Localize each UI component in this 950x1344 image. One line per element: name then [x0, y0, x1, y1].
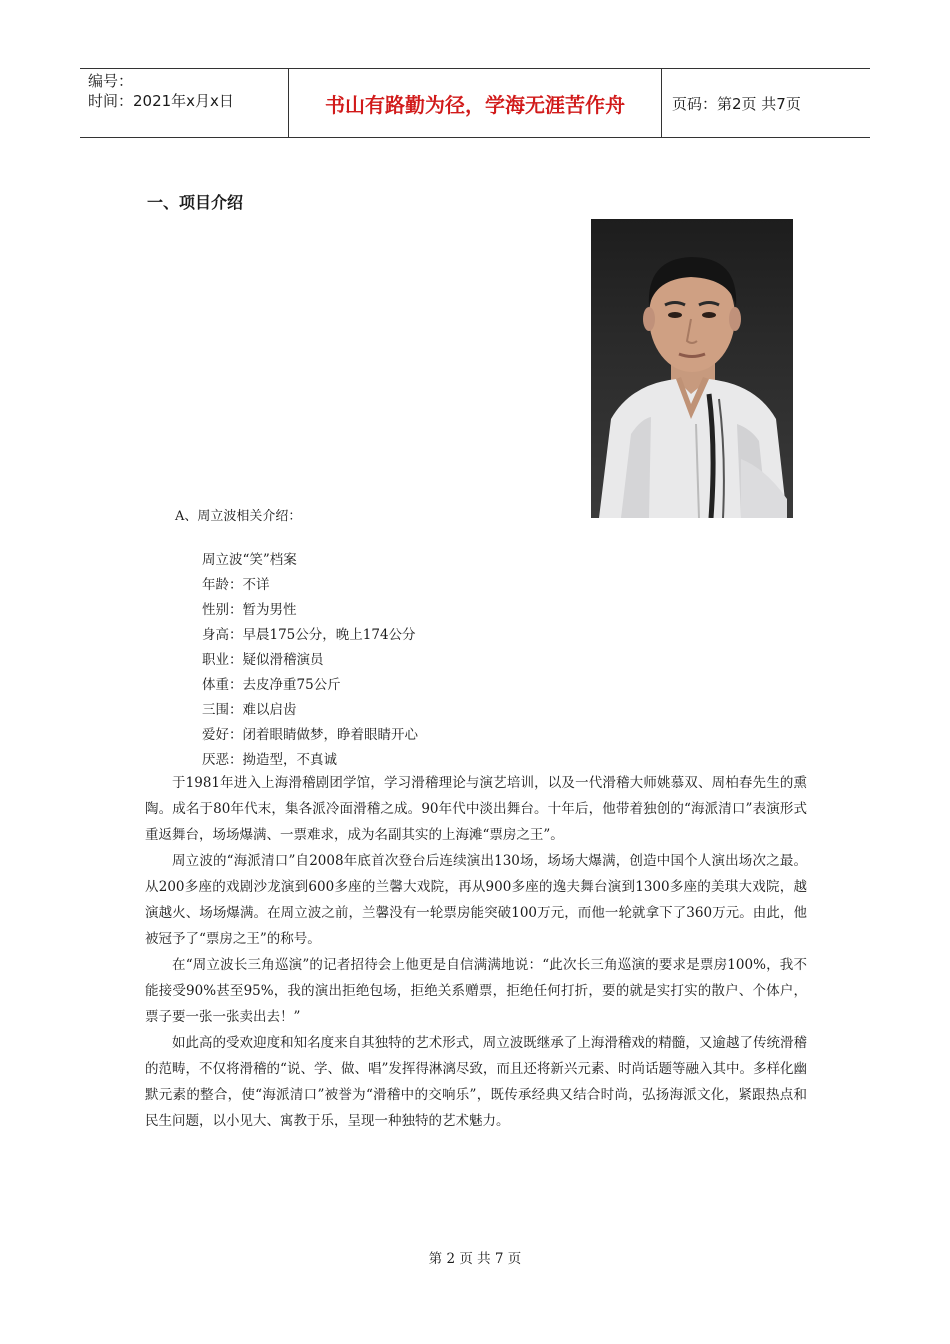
page-footer: 第 2 页 共 7 页	[428, 1251, 522, 1267]
header-number-label: 编号：	[88, 72, 134, 90]
section-title: 一、项目介绍	[147, 193, 244, 212]
portrait-photo	[591, 219, 793, 518]
profile-heading: 周立波“笑”档案	[202, 552, 297, 568]
paragraph: 于1981年进入上海滑稽剧团学馆，学习滑稽理论与演艺培训，以及一代滑稽大师姚慕双、周柏春先生的熏陶。成名于80年代末，集各派冷面滑稽之成。90年代中淡出舞台。十年后，他带着独创的“海派清口”表演形式重返舞台，场场爆满、一票难求，成为名副其实的上海滩“票房之王”。	[145, 775, 807, 843]
body-text	[145, 770, 807, 1134]
paragraph: 如此高的受欢迎度和知名度来自其独特的艺术形式，周立波既继承了上海滑稽戏的精髓，又逾越了传统滑稽的范畴，不仅将滑稽的“说、学、做、唱”发挥得淋漓尽致，而且还将新兴元素、时尚话题等融入其中。多样化幽默元素的整合，使“海派清口”被誉为“滑稽中的交响乐”，既传承经典又结合时尚，弘扬海派文化，紧跟热点和民生问题，以小见大、寓教于乐，呈现一种独特的艺术魅力。	[145, 1035, 807, 1129]
paragraph: 周立波的“海派清口”自2008年底首次登台后连续演出130场，场场大爆满，创造中国个人演出场次之最。从200多座的戏剧沙龙演到600多座的兰馨大戏院，再从900多座的逸夫舞台演到1300多座的美琪大戏院，越演越火、场场爆满。在周立波之前，兰馨没有一轮票房能突破100万元，而他一轮就拿下了360万元。由此，他被冠予了“票房之王”的称号。	[145, 853, 807, 947]
profile-item-gender: 性别：暂为男性	[202, 602, 297, 618]
profile-item-height: 身高：早晨175公分，晚上174公分	[202, 627, 416, 643]
profile-item-weight: 体重：去皮净重75公斤	[202, 677, 341, 693]
profile-item-measurements: 三围：难以启齿	[202, 702, 297, 718]
profile-item-occupation: 职业：疑似滑稽演员	[202, 652, 324, 668]
header-left-cell	[80, 69, 289, 137]
subsection-title: A、周立波相关介绍：	[175, 509, 302, 524]
paragraph: 在“周立波长三角巡演”的记者招待会上他更是自信满满地说：“此次长三角巡演的要求是票房100%，我不能接受90%甚至95%，我的演出拒绝包场，拒绝关系赠票，拒绝任何打折，要的就是实打实的散户、个体户，票子要一张一张卖出去！”	[145, 957, 807, 1025]
header-time-label: 时间：2021年x月x日	[88, 92, 234, 110]
portrait-illustration	[591, 219, 793, 518]
profile-item-hobby: 爱好：闭着眼睛做梦，睁着眼睛开心	[202, 727, 418, 743]
header-motto: 书山有路勤为径，学海无涯苦作舟	[289, 69, 662, 137]
profile-list	[202, 548, 418, 773]
profile-item-dislike: 厌恶：拗造型，不真诚	[202, 752, 337, 768]
header-page-info: 页码：第2页 共7页	[672, 94, 801, 113]
page-header	[80, 68, 870, 138]
profile-item-age: 年龄：不详	[202, 577, 270, 593]
